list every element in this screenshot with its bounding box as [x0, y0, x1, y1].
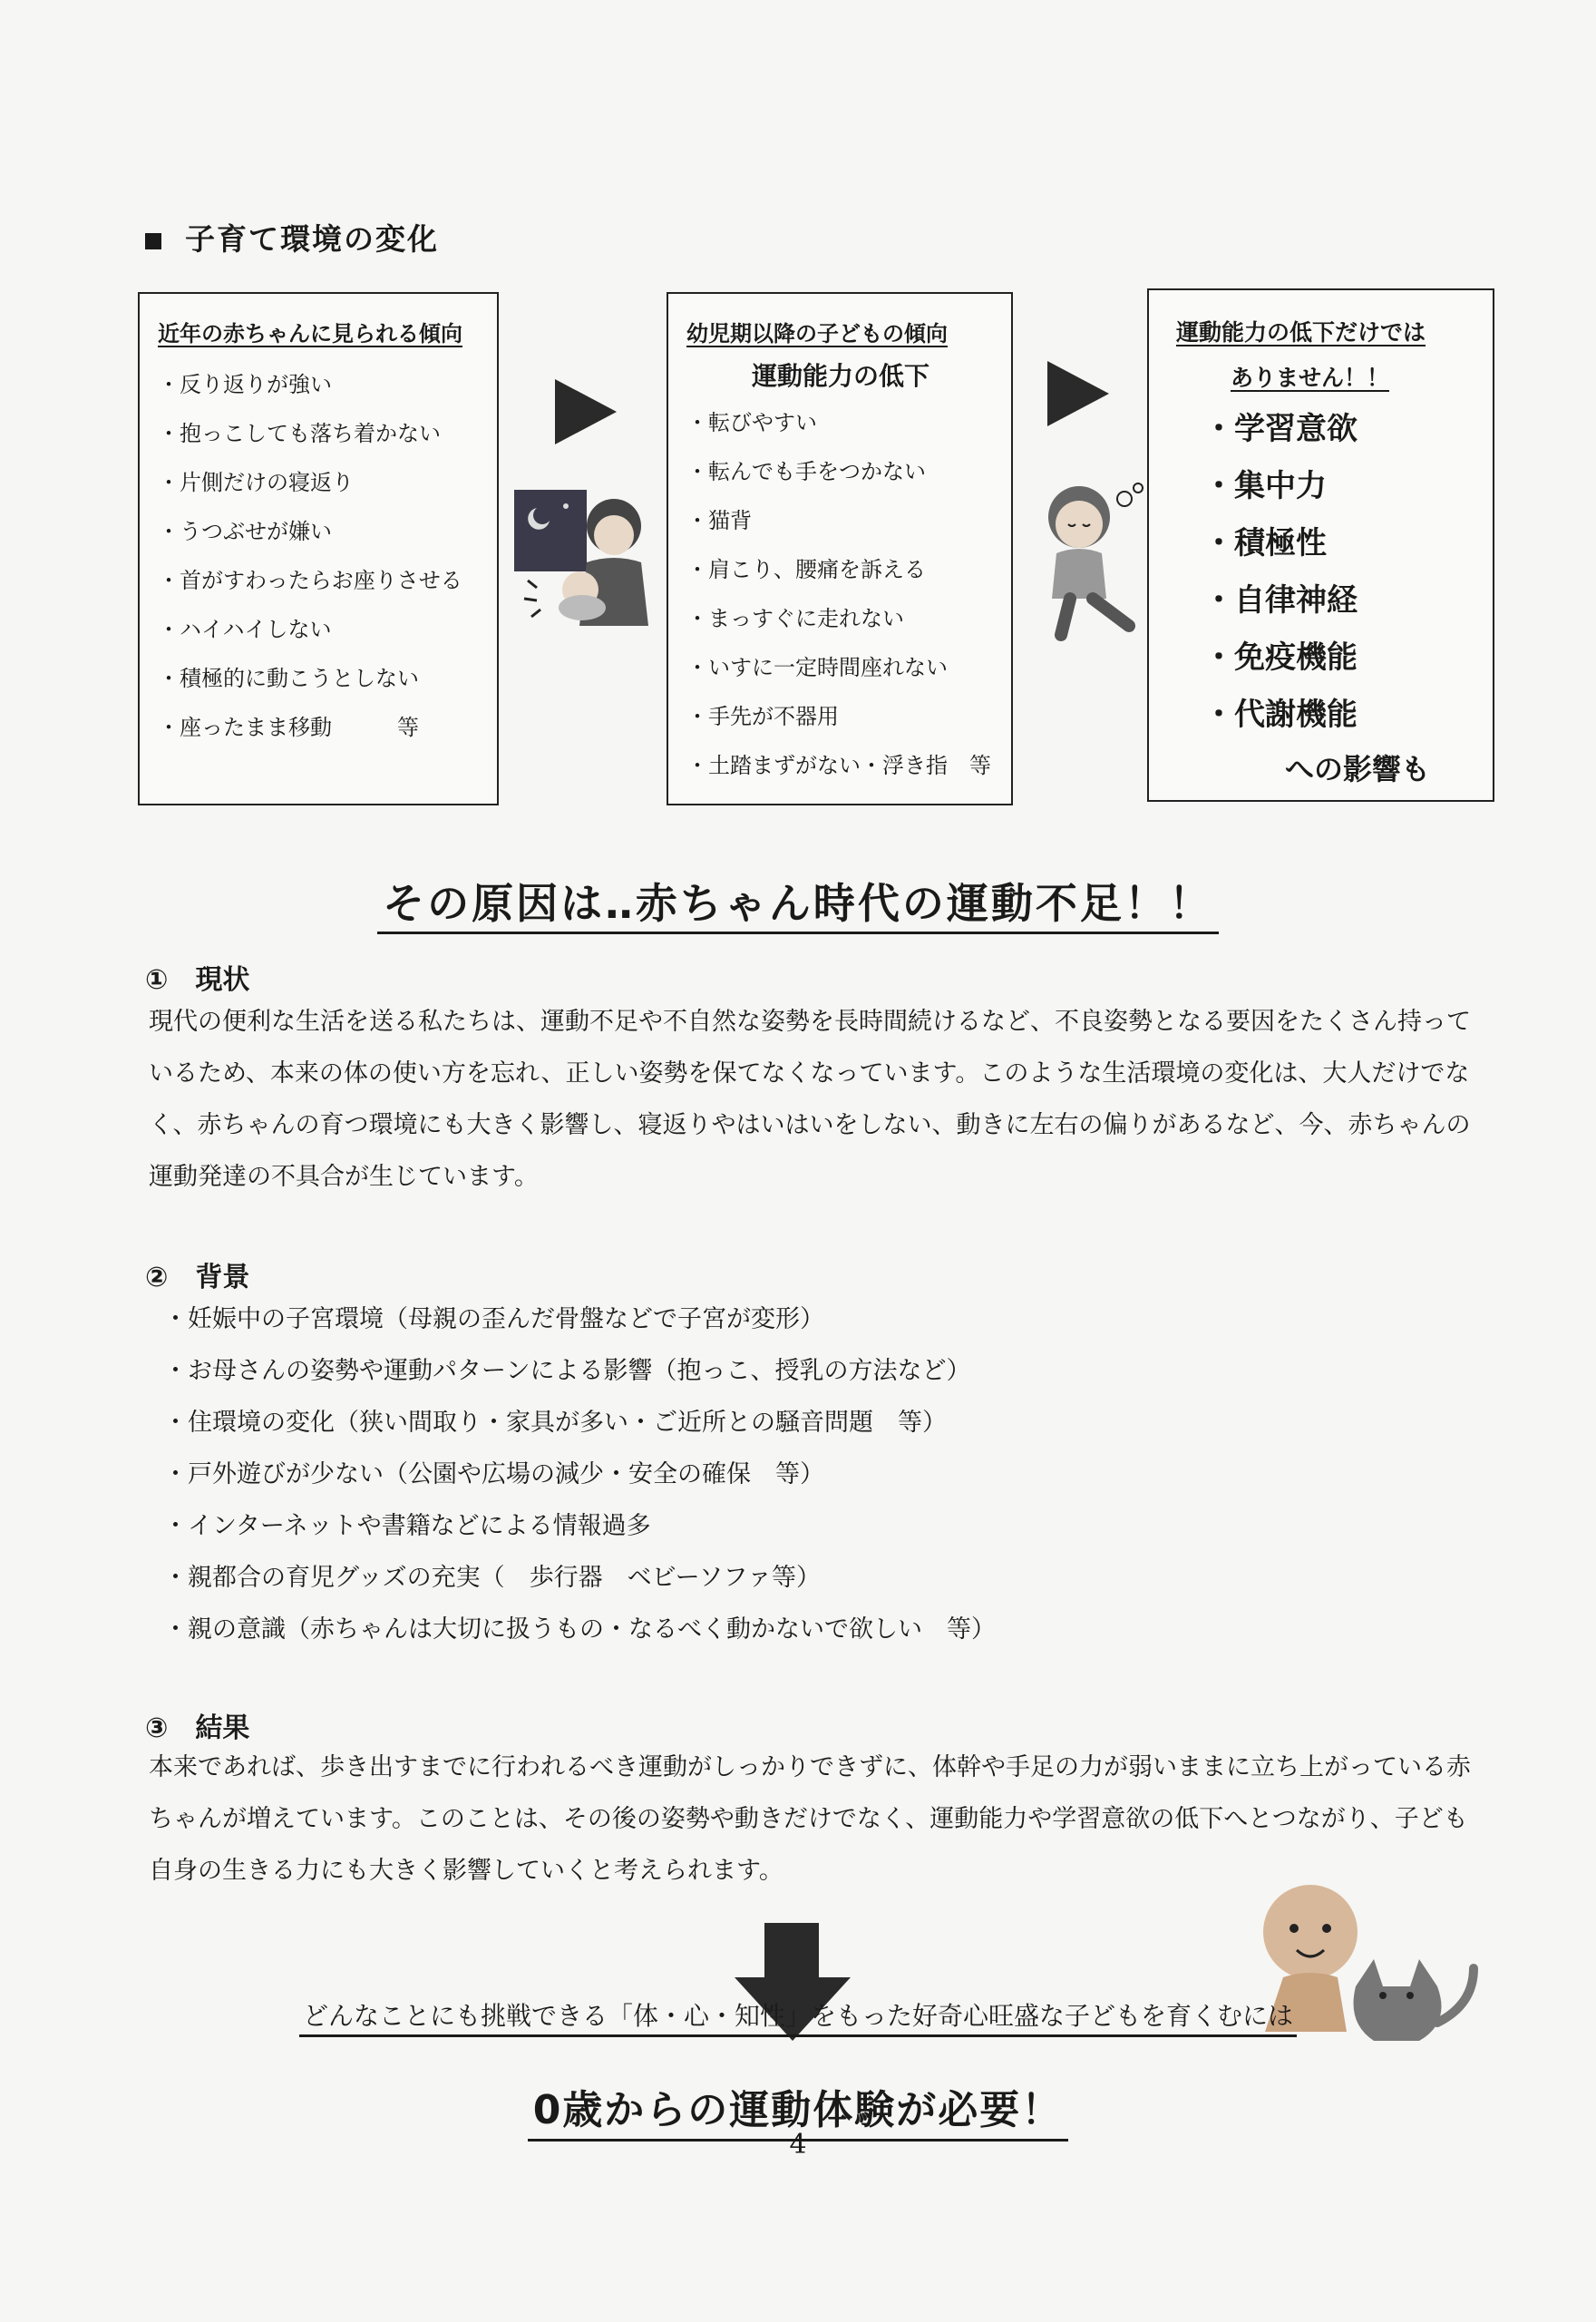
- square-bullet-icon: [145, 233, 161, 249]
- tired-child-illustration: [1016, 472, 1152, 653]
- list-item: ・戸外遊びが少ない（公園や広場の減少・安全の確保 等）: [163, 1460, 824, 1488]
- sigh-bubble-icon: [1117, 492, 1132, 506]
- impact-item: ・自律神経: [1203, 582, 1358, 619]
- impact-heading-line2: ありません！！: [1231, 365, 1390, 391]
- child-body-icon: [1052, 549, 1106, 599]
- final-statement: 0歳からの運動体験が必要！: [0, 2077, 1596, 2135]
- list-item: ・肩こり、腰痛を訴える: [686, 557, 926, 582]
- impact-item: ・集中力: [1203, 468, 1327, 504]
- background-heading: ② 背景: [145, 1262, 250, 1293]
- list-item: ・片側だけの寝返り: [158, 470, 354, 495]
- list-item: ・ハイハイしない: [158, 617, 332, 642]
- list-item: ・まっすぐに走れない: [686, 606, 904, 631]
- list-item: ・インターネットや書籍などによる情報過多: [163, 1512, 651, 1540]
- arrow-right-icon: [1047, 361, 1109, 426]
- impact-tail: への影響も: [1285, 752, 1431, 786]
- list-item: ・猫背: [686, 508, 752, 533]
- arrow-down-icon: [764, 1923, 819, 1979]
- list-item: ・手先が不器用: [686, 704, 839, 729]
- list-item: ・土踏まずがない・浮き指 等: [686, 753, 991, 778]
- baby-head-icon: [1263, 1885, 1358, 1979]
- list-item: ・親都合の育児グッズの充実（ 歩行器 ベビーソファ等）: [163, 1564, 821, 1592]
- infant-tendencies-heading: 近年の赤ちゃんに見られる傾向: [158, 321, 462, 346]
- impact-item: ・積極性: [1203, 525, 1327, 561]
- impact-box: [1147, 288, 1494, 802]
- current-paragraph: 現代の便利な生活を送る私たちは、運動不足や不自然な姿勢を長時間続けるなど、不良姿勢となる要因をたくさん持っているため、本来の体の使い方を忘れ、正しい姿勢を保てなくなっています。このような生活環境の変化は、大人だけでなく、赤ちゃんの育つ環境にも大きく影響し、寝返りやはいはいをしない、動きに左右の偏りがあるなど、今、赤ちゃんの運動発達の不具合が生じています。: [149, 1008, 1471, 1191]
- section-title: 子育て環境の変化: [145, 216, 439, 259]
- tagline: どんなことにも挑戦できる「体・心・知性」をもった好奇心旺盛な子どもを育くむには: [0, 1996, 1596, 2033]
- list-item: ・住環境の変化（狭い間取り・家具が多い・ご近所との騒音問題 等）: [163, 1409, 947, 1437]
- list-item: ・妊娠中の子宮環境（母親の歪んだ骨盤などで子宮が変形）: [163, 1305, 824, 1333]
- list-item: ・親の意識（赤ちゃんは大切に扱うもの・なるべく動かないで欲しい 等）: [163, 1615, 996, 1644]
- current-heading: ① 現状: [145, 964, 250, 996]
- motor-decline-subheading: 運動能力の低下: [752, 361, 930, 391]
- night-window-icon: [514, 490, 587, 571]
- child-tendencies-box: [667, 292, 1013, 805]
- result-paragraph: 本来であれば、歩き出すまでに行われるべき運動がしっかりできずに、体幹や手足の力が弱いままに立ち上がっている赤ちゃんが増えています。このことは、その後の姿勢や動きだけでなく、運動能力や学習意欲の低下へとつながり、子ども自身の生きる力にも大きく影響していくと考えられます。: [149, 1753, 1471, 1885]
- impact-item: ・学習意欲: [1203, 411, 1358, 447]
- list-item: ・座ったまま移動 等: [158, 715, 419, 740]
- list-item: ・転びやすい: [686, 410, 817, 435]
- list-item: ・反り返りが強い: [158, 372, 332, 397]
- impact-heading-line1: 運動能力の低下だけでは: [1176, 319, 1426, 346]
- list-item: ・抱っこしても落ち着かない: [158, 421, 441, 446]
- list-item: ・うつぶせが嫌い: [158, 519, 332, 544]
- result-heading: ③ 結果: [145, 1712, 250, 1744]
- infant-tendencies-box: [138, 292, 499, 805]
- impact-item: ・免疫機能: [1203, 639, 1358, 676]
- list-item: ・お母さんの姿勢や運動パターンによる影響（抱っこ、授乳の方法など）: [163, 1357, 971, 1385]
- background-list: [163, 1293, 996, 1655]
- impact-item: ・代謝機能: [1203, 697, 1358, 733]
- list-item: ・いすに一定時間座れない: [686, 655, 948, 680]
- crying-baby-mother-illustration: [510, 472, 655, 639]
- page-number: 4: [789, 2129, 807, 2161]
- list-item: ・積極的に動こうとしない: [158, 666, 419, 691]
- list-item: ・転んでも手をつかない: [686, 459, 926, 484]
- arrow-right-icon: [555, 379, 617, 444]
- list-item: ・首がすわったらお座りさせる: [158, 568, 462, 593]
- cause-heading: その原因は‥赤ちゃん時代の運動不足！！: [0, 871, 1596, 931]
- child-tendencies-heading: 幼児期以降の子どもの傾向: [686, 321, 948, 346]
